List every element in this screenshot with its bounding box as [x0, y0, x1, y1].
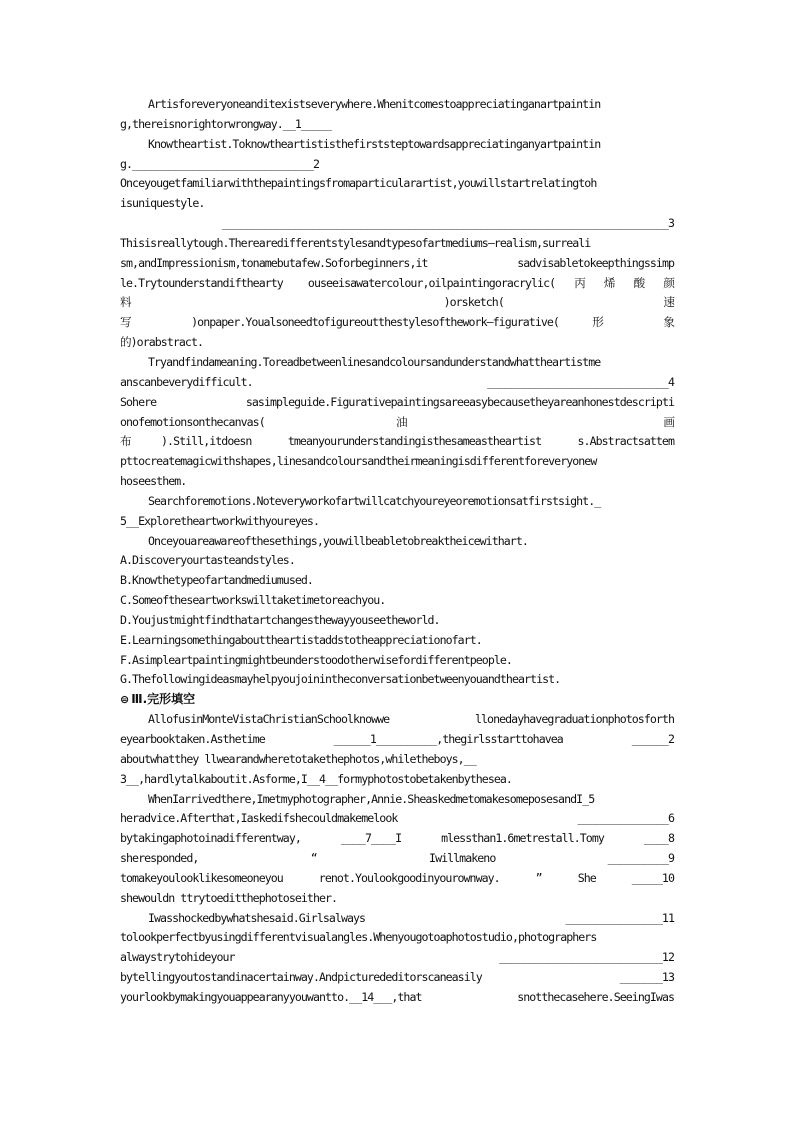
- document-body: [120, 95, 674, 1008]
- text-line: onofemotionsonthecanvas( 油 画: [120, 414, 674, 429]
- text-line: Knowtheartist.Toknowtheartististhefirststeptowardsappreciatinganyartpaintin: [148, 136, 601, 151]
- option-c: C.Someoftheseartworkswilltaketimetoreachyou.: [120, 593, 386, 608]
- option-g: G.Thefollowingideasmayhelpyoujoinintheconversationbetweenyouandtheartist.: [120, 672, 561, 687]
- text-line: g.______________________________2: [120, 156, 319, 171]
- text-line: 5__Exploretheartworkwithyoureyes.: [120, 513, 319, 528]
- section-marker-icon: ⊜: [120, 693, 130, 707]
- text-line: sheresponded, “ Iwillmakeno __________9: [120, 851, 674, 866]
- text-line: Searchforemotions.Noteveryworkofartwillcatchyoureyeoremotionsatfirstsight._: [148, 493, 601, 508]
- text-line: isuniquestyle.: [120, 196, 205, 211]
- text-line: pttocreatemagicwithshapes,linesandcoloursandtheirmeaningisdifferentforeveryonew: [120, 454, 597, 469]
- text-line: tomakeyoulooklikesomeoneyou renot.Youlookgoodinyourownway. ” She _____10: [120, 870, 674, 885]
- text-line: heradvice.Afterthat,Iaskedifshecouldmakemelook _______________6: [120, 811, 674, 826]
- text-line: Iwasshockedbywhatshesaid.Girlsalways ________________11: [148, 910, 674, 925]
- text-line: shewouldn ttrytoeditthephotoseither.: [120, 890, 338, 905]
- text-line: 的)orabstract.: [120, 335, 204, 350]
- section-heading-text: Ⅲ.完形填空: [131, 692, 196, 707]
- section-heading: [120, 690, 674, 710]
- text-line: Artisforeveryoneanditexistseverywhere.Whenitcomestoappreciatinganartpaintin: [148, 97, 601, 111]
- option-b: B.Knowthetypeofartandmediumused.: [120, 573, 313, 588]
- text-line: hoseesthem.: [120, 474, 187, 489]
- text-line: le.Trytounderstandifthearty ouseeisawatercolour,oilpaintingoracrylic(丙烯酸颜: [120, 275, 674, 290]
- text-line: Onceyougetfamiliarwiththepaintingsfromaparticularartist,youwillstartrelatingtoh: [120, 176, 597, 191]
- text-line: 料 )orsketch( 速: [120, 295, 674, 310]
- text-line: sm,andImpressionism,tonamebutafew.Soforbeginners,it sadvisabletokeepthingssimp: [120, 255, 674, 270]
- text-line: 布).Still,itdoesn tmeanyourunderstandingisthesameastheartist s.Abstractsattem: [120, 434, 674, 449]
- option-e: E.Learningsomethingabouttheartistaddstotheappreciationofart.: [120, 632, 482, 647]
- option-d: D.Youjustmightfindthatartchangesthewayyouseetheworld.: [120, 612, 440, 627]
- text-line: aboutwhatthey llwearandwheretotakethephotos,whiletheboys,__: [120, 751, 476, 766]
- text-line: g,thereisnorightorwrongway.__1_____: [120, 116, 332, 131]
- text-line: WhenIarrivedthere,Imetmyphotographer,Annie.SheaskedmetomakesomeposesandI_5: [148, 791, 595, 806]
- text-line: 3__,hardlytalkaboutit.Asforme,I__4__formyphotostobetakenbythesea.: [120, 771, 512, 786]
- text-line: __________________________________________________________________________3: [221, 216, 674, 231]
- text-line: Sohere sasimpleguide.Figurativepaintingsareeasybecausetheyareanhonestdescripti: [120, 394, 674, 409]
- text-line: AllofusinMonteVistaChristianSchoolknowwe llonedayhavegraduationphotosforth: [148, 712, 674, 727]
- text-line: Onceyouareawareofthesethings,youwillbeabletobreaktheicewithart.: [148, 533, 528, 548]
- text-line: 写 )onpaper.Youalsoneedtofigureoutthestylesofthework—figurative( 形 象: [120, 315, 674, 330]
- text-line: tolookperfectbyusingdifferentvisualangles.Whenyougotoaphotostudio,photographers: [120, 930, 597, 945]
- option-f: F.Asimpleartpaintingmightbeunderstoodotherwisefordifferentpeople.: [120, 652, 512, 667]
- text-line: Tryandfindameaning.Toreadbetweenlinesandcoloursandunderstandwhattheartistme: [148, 354, 601, 369]
- text-line: yourlookbymakingyouappearanyyouwantto.__14___,that snotthecasehere.SeeingIwas: [120, 989, 674, 1004]
- option-a: A.Discoveryourtasteandstyles.: [120, 553, 295, 568]
- text-line: bytakingaphotoinadifferentway, ____7____I mlessthan1.6metrestall.Tomy ____8: [120, 831, 674, 846]
- text-line: eyearbooktaken.Asthetime ______1__________,thegirlsstarttohavea ______2: [120, 732, 674, 746]
- text-line: anscanbeverydifficult. ______________________________4: [120, 374, 674, 389]
- text-line: bytellingyoutostandinacertainway.Andpicturededitorscaneasily _______13: [120, 970, 674, 985]
- text-line: alwaystrytohideyour ___________________________12: [120, 950, 674, 965]
- text-line: Thisisreallytough.Therearedifferentstylesandtypesofartmediums—realism,surreali: [120, 235, 591, 250]
